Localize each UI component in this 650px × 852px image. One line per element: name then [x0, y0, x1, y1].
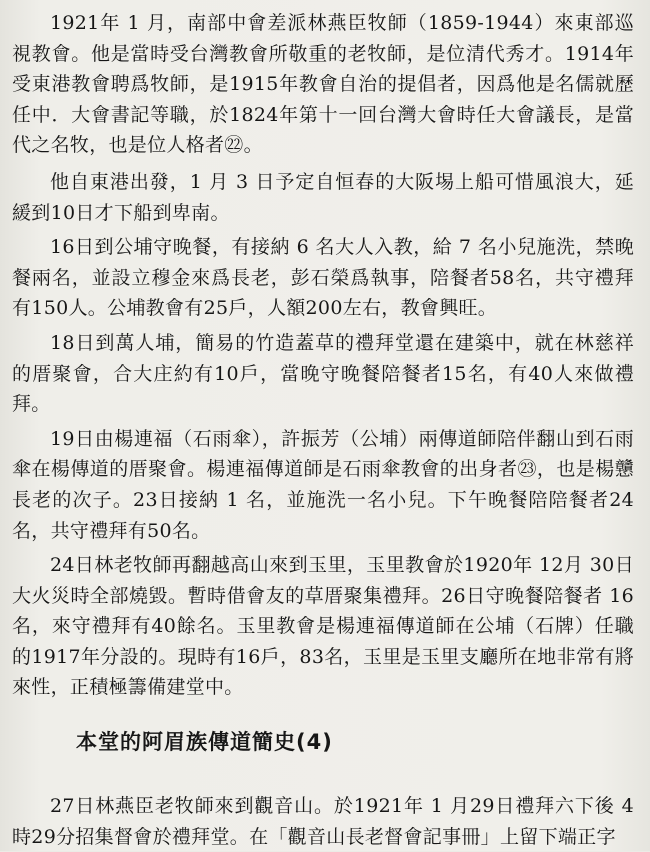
paragraph-departure-donggang: 他自東港出發，1 月 3 日予定自恒春的大阪埸上船可惜風浪大，延緩到10日才下船到卑南。 — [12, 170, 634, 224]
paragraph-gongpu: 16日到公埔守晚餐，有接納 6 名大人入教，給 7 名小兒施洗，禁晚餐兩名，並設立穆金來爲長老，彭石榮爲執事，陪餐者58名，共守禮拜有150人。公埔教會有25戶，人額200左右，教會興旺。 — [12, 236, 634, 320]
paragraph-shiyusan: 19日由楊連福（石雨傘），許振芳（公埔）兩傳道師陪伴翻山到石雨傘在楊傳道的厝聚會。楊連福傳道師是石雨傘教會的出身者㉓，也是楊戇長老的次子。23日接納 1 名，並施洗一名小兒。下午晚餐陪陪餐者24名，共守禮拜有50名。 — [12, 427, 634, 542]
paragraph-lin-yanchen-visit: 1921年 1 月，南部中會差派林燕臣牧師（1859-1944）來東部巡視教會。他是當時受台灣教會所敬重的老牧師，是位清代秀才。1914年受東港教會聘爲牧師，是1915年教會自治的提倡者，因爲他是名儒就歷任中．大會書記等職，於1824年第十一回台灣大會時任大會議長，是當代之名牧，也是位人格者㉒。 — [12, 12, 634, 157]
section-heading: 本堂的阿眉族傳道簡史(4) — [76, 730, 333, 755]
paragraph-yuli: 24日林老牧師再翻越高山來到玉里，玉里教會於1920年 12月 30日大火災時全部燒毀。暫時借會友的草厝聚集禮拜。26日守晚餐陪餐者 16名，來守禮拜有40餘名。玉里教會是楊連福傳道師在公埔（石牌）任職的1917年分設的。現時有16戶，83名，玉里是玉里支廳所在地非常有將來性，正積極籌備建堂中。 — [12, 554, 634, 699]
paragraph-guanyinshan: 27日林燕臣老牧師來到觀音山。於1921年 1 月29日禮拜六下後 4 時29分招集督會於禮拜堂。在「觀音山長老督會記事冊」上留下端正字 — [12, 795, 634, 848]
paragraph-wanrenpu: 18日到萬人埔，簡易的竹造蓋草的禮拜堂還在建築中，就在林慈祥的厝聚會，合大庄約有10戶，當晚守晚餐陪餐者15名，有40人來做禮拜。 — [12, 331, 634, 416]
